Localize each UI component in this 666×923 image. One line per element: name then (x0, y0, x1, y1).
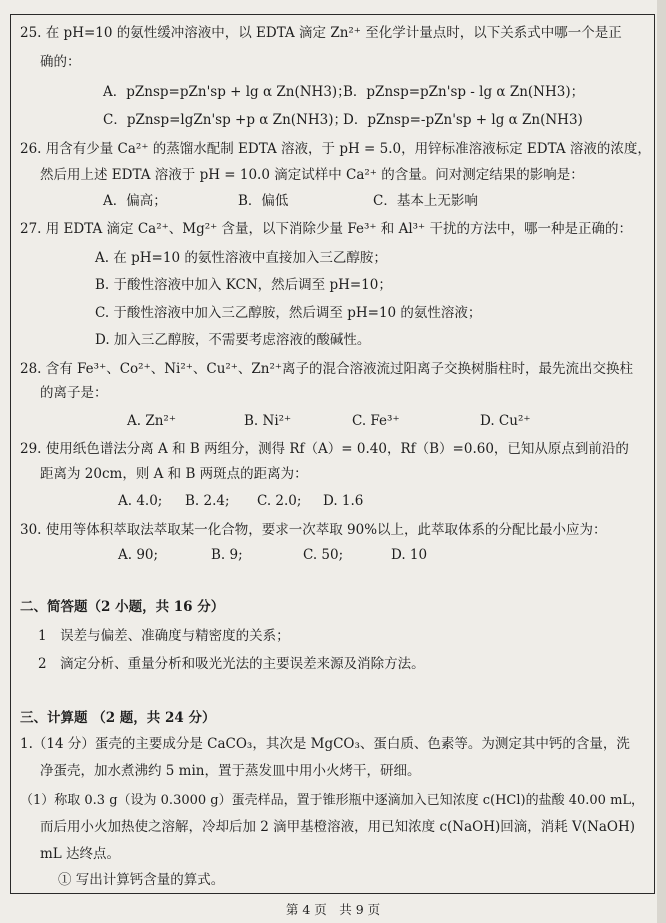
q28-option-d: D. Cu²⁺ (480, 413, 531, 429)
q26-option-c: C．基本上无影响 (373, 193, 478, 209)
q26-line1: 26. 用含有少量 Ca²⁺ 的蒸馏水配制 EDTA 溶液，于 pH = 5.0，用锌标准溶液标定 EDTA 溶液的浓度， (20, 141, 651, 157)
q27-option-a: A. 在 pH=10 的氨性溶液中直接加入三乙醇胺； (95, 250, 387, 266)
q26-option-a: A．偏高； (103, 193, 167, 209)
section2-item-2: 2 滴定分析、重量分析和吸光光法的主要误差来源及消除方法。 (38, 656, 425, 672)
q29-line1: 29. 使用纸色谱法分离 A 和 B 两组分，测得 Rf（A）= 0.40，Rf（B）=0.60，已知从原点到前沿的 (20, 441, 629, 457)
q29-option-a: A. 4.0; (118, 493, 163, 509)
section2-item-1: 1 误差与偏差、准确度与精密度的关系； (38, 628, 290, 644)
q29-option-c: C. 2.0; (257, 493, 302, 509)
q25-option-b: B．pZnsp=pZn'sp - lg α Zn(NH3)； (343, 84, 585, 100)
q28-line2: 的离子是： (40, 385, 108, 401)
q29-line2: 距离为 20cm，则 A 和 B 两斑点的距离为： (40, 466, 308, 482)
q30-option-c: C. 50; (303, 547, 344, 563)
q30-option-d: D. 10 (391, 547, 428, 563)
q25-line1: 25. 在 pH=10 的氨性缓冲溶液中，以 EDTA 滴定 Zn²⁺ 至化学计量点时，以下关系式中哪一个是正 (20, 25, 622, 41)
q28-option-b: B. Ni²⁺ (244, 413, 292, 429)
page-footer: 第 4 页 共 9 页 (285, 902, 381, 917)
q26-option-b: B．偏低 (238, 193, 289, 209)
q28-option-a: A. Zn²⁺ (127, 413, 176, 429)
q28-line1: 28. 含有 Fe³⁺、Co²⁺、Ni²⁺、Cu²⁺、Zn²⁺离子的混合溶液流过阳离子交换树脂柱时，最先流出交换柱 (20, 361, 634, 377)
q27-option-b: B. 于酸性溶液中加入 KCN，然后调至 pH=10； (95, 277, 392, 293)
q25-line2: 确的： (40, 54, 81, 70)
q30-option-a: A. 90; (118, 547, 159, 563)
section3-heading: 三、计算题 （2 题，共 24 分） (20, 710, 216, 726)
section3-p2-line3: mL 达终点。 (40, 846, 121, 862)
q29-option-d: D. 1.6 (323, 493, 364, 509)
section3-p1-line2: 净蛋壳，加水煮沸约 5 min，置于蒸发皿中用小火烤干，研细。 (40, 763, 421, 779)
section3-p2-line2: 而后用小火加热使之溶解，冷却后加 2 滴甲基橙溶液，用已知浓度 c(NaOH)回滴，消耗 V(NaOH) (40, 819, 636, 835)
q27-option-d: D. 加入三乙醇胺，不需要考虑溶液的酸碱性。 (95, 332, 371, 348)
q30-option-b: B. 9; (211, 547, 243, 563)
page-edge-shadow (657, 0, 666, 923)
q28-option-c: C. Fe³⁺ (352, 413, 400, 429)
section3-sub1: ① 写出计算钙含量的算式。 (58, 872, 225, 888)
section3-p2-line1: （1）称取 0.3 g（设为 0.3000 g）蛋壳样品，置于锥形瓶中逐滴加入已知浓度 c(HCl)的盐酸 40.00 mL， (20, 793, 645, 808)
q27-option-c: C. 于酸性溶液中加入三乙醇胺，然后调至 pH=10 的氨性溶液； (95, 305, 482, 321)
section3-p1-line1: 1.（14 分）蛋壳的主要成分是 CaCO₃，其次是 MgCO₃、蛋白质、色素等。为测定其中钙的含量，洗 (20, 736, 630, 752)
q25-option-c: C．pZnsp=lgZn'sp +p α Zn(NH3)； (103, 112, 347, 128)
q25-option-a: A．pZnsp=pZn'sp + lg α Zn(NH3)； (103, 84, 351, 100)
q27-line1: 27. 用 EDTA 滴定 Ca²⁺、Mg²⁺ 含量，以下消除少量 Fe³⁺ 和 Al³⁺ 干扰的方法中，哪一种是正确的： (20, 221, 632, 237)
q30-line1: 30. 使用等体积萃取法萃取某一化合物，要求一次萃取 90%以上，此萃取体系的分配比最小应为： (20, 522, 607, 538)
q29-option-b: B. 2.4; (185, 493, 230, 509)
section2-heading: 二、简答题（2 小题，共 16 分） (20, 599, 225, 615)
q26-line2: 然后用上述 EDTA 溶液于 pH = 10.0 滴定试样中 Ca²⁺ 的含量。问对测定结果的影响是： (40, 167, 584, 183)
q25-option-d: D．pZnsp=-pZn'sp + lg α Zn(NH3) (343, 112, 583, 128)
